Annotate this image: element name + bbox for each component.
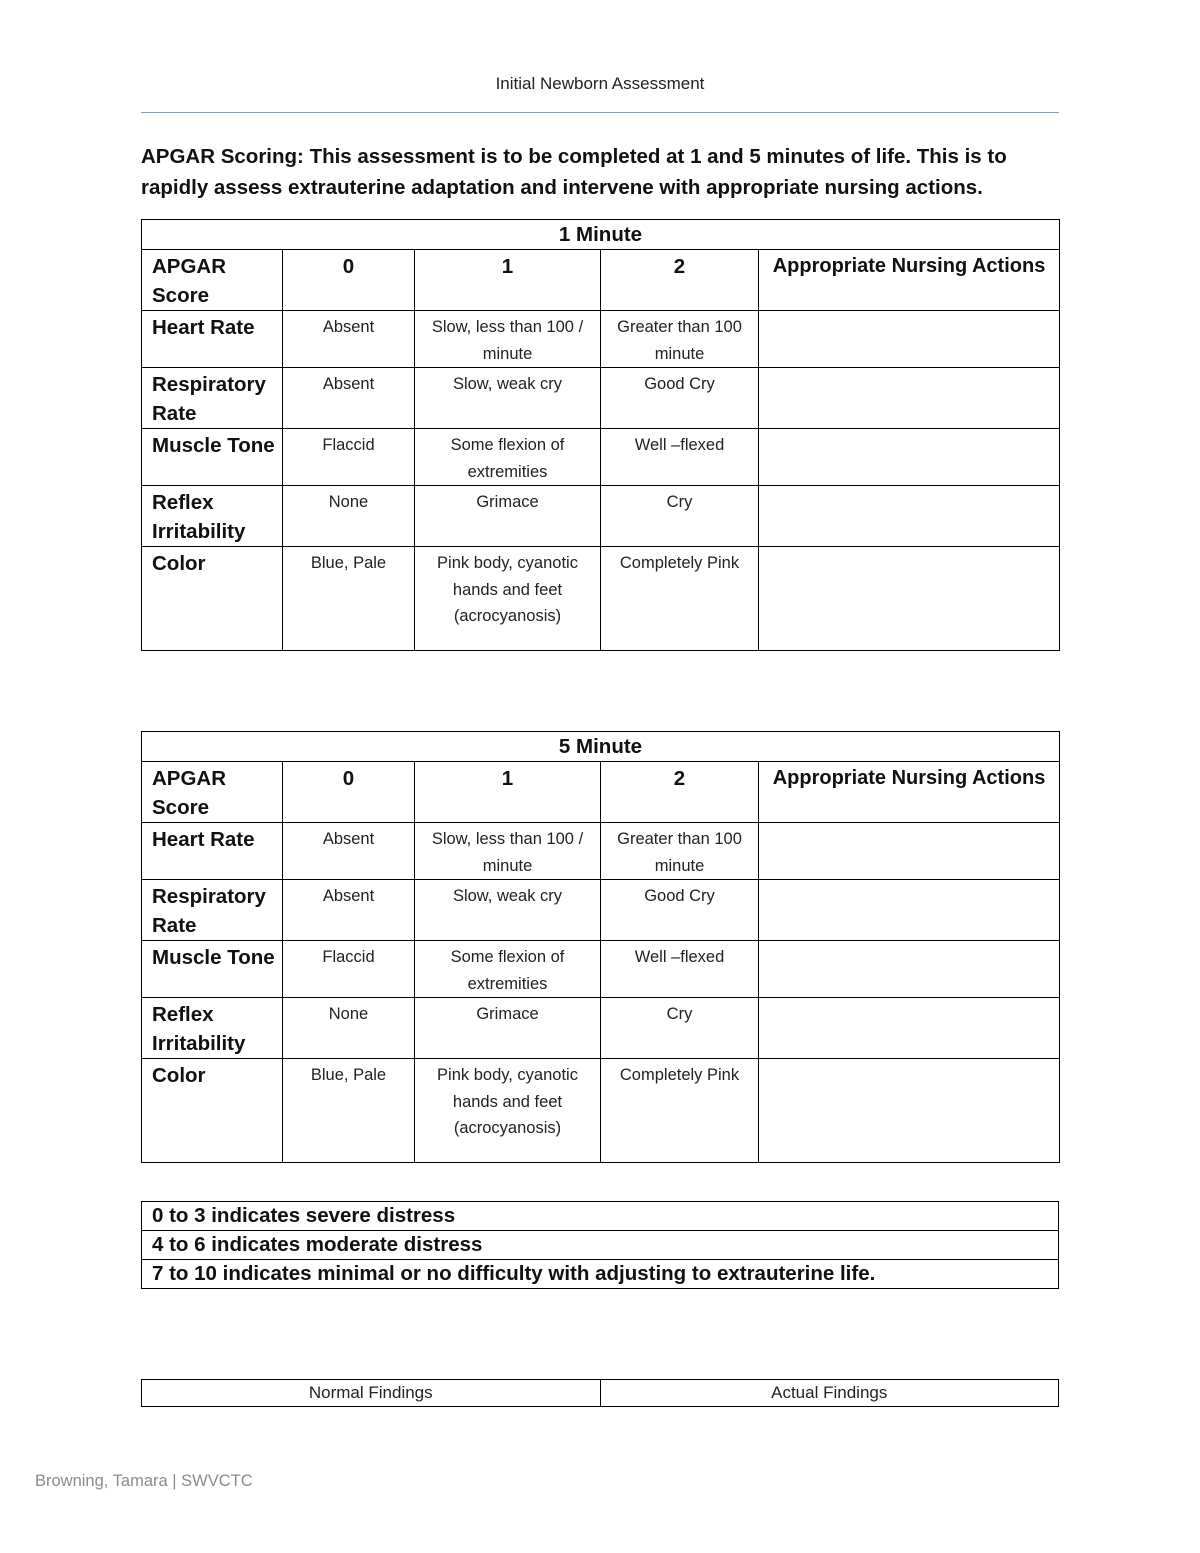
score-0-cell: None bbox=[283, 486, 415, 547]
nursing-action-cell[interactable] bbox=[759, 941, 1060, 998]
row-label: Muscle Tone bbox=[142, 941, 283, 998]
header-score-0: 0 bbox=[283, 762, 415, 823]
header-score-1: 1 bbox=[415, 250, 601, 311]
apgar-table-1-minute bbox=[141, 219, 1060, 651]
score-1-cell: Slow, weak cry bbox=[415, 368, 601, 429]
score-0-cell: Absent bbox=[283, 311, 415, 368]
table-title: 1 Minute bbox=[142, 220, 1060, 250]
score-2-cell: Cry bbox=[601, 998, 759, 1059]
row-label: Respiratory Rate bbox=[142, 880, 283, 941]
row-label: Respiratory Rate bbox=[142, 368, 283, 429]
table-row bbox=[142, 1059, 1060, 1163]
row-label: Muscle Tone bbox=[142, 429, 283, 486]
table-row bbox=[142, 311, 1060, 368]
score-interpretation-table bbox=[141, 1201, 1059, 1289]
normal-findings-header: Normal Findings bbox=[142, 1380, 601, 1407]
nursing-action-cell[interactable] bbox=[759, 486, 1060, 547]
score-1-cell: Pink body, cyanotic hands and feet (acrocyanosis) bbox=[415, 547, 601, 651]
score-0-cell: Absent bbox=[283, 368, 415, 429]
page-footer: Browning, Tamara | SWVCTC bbox=[35, 1472, 253, 1490]
page-header: Initial Newborn Assessment bbox=[495, 74, 705, 93]
score-2-cell: Good Cry bbox=[601, 368, 759, 429]
nursing-action-cell[interactable] bbox=[759, 880, 1060, 941]
row-label: Reflex Irritability bbox=[142, 486, 283, 547]
score-0-cell: Flaccid bbox=[283, 941, 415, 998]
nursing-action-cell[interactable] bbox=[759, 547, 1060, 651]
table-row bbox=[142, 429, 1060, 486]
row-label: Heart Rate bbox=[142, 311, 283, 368]
table-row bbox=[142, 547, 1060, 651]
score-0-cell: None bbox=[283, 998, 415, 1059]
table-row bbox=[142, 823, 1060, 880]
table-row bbox=[142, 486, 1060, 547]
score-1-cell: Pink body, cyanotic hands and feet (acrocyanosis) bbox=[415, 1059, 601, 1163]
header-score-0: 0 bbox=[283, 250, 415, 311]
score-1-cell: Some flexion of extremities bbox=[415, 941, 601, 998]
nursing-action-cell[interactable] bbox=[759, 368, 1060, 429]
header-score-2: 2 bbox=[601, 762, 759, 823]
nursing-action-cell[interactable] bbox=[759, 998, 1060, 1059]
row-label: Reflex Irritability bbox=[142, 998, 283, 1059]
header-score-1: 1 bbox=[415, 762, 601, 823]
header-score-2: 2 bbox=[601, 250, 759, 311]
nursing-action-cell[interactable] bbox=[759, 1059, 1060, 1163]
score-2-cell: Completely Pink bbox=[601, 1059, 759, 1163]
score-1-cell: Grimace bbox=[415, 998, 601, 1059]
scale-severe-distress: 0 to 3 indicates severe distress bbox=[142, 1202, 1059, 1231]
header-apgar-score: APGAR Score bbox=[142, 250, 283, 311]
table-header-row bbox=[142, 250, 1060, 311]
score-1-cell: Slow, less than 100 / minute bbox=[415, 311, 601, 368]
score-2-cell: Cry bbox=[601, 486, 759, 547]
score-1-cell: Grimace bbox=[415, 486, 601, 547]
score-2-cell: Completely Pink bbox=[601, 547, 759, 651]
header-apgar-score: APGAR Score bbox=[142, 762, 283, 823]
score-2-cell: Greater than 100 minute bbox=[601, 311, 759, 368]
findings-table bbox=[141, 1379, 1059, 1407]
table-row bbox=[142, 941, 1060, 998]
table-row bbox=[142, 998, 1060, 1059]
actual-findings-header: Actual Findings bbox=[600, 1380, 1059, 1407]
scale-minimal-difficulty: 7 to 10 indicates minimal or no difficulty with adjusting to extrauterine life. bbox=[142, 1260, 1059, 1289]
row-label: Heart Rate bbox=[142, 823, 283, 880]
row-label: Color bbox=[142, 547, 283, 651]
header-nursing-actions: Appropriate Nursing Actions bbox=[759, 250, 1060, 311]
apgar-intro: APGAR Scoring: This assessment is to be completed at 1 and 5 minutes of life. This is to rapidly assess extrauterine adaptation and intervene with appropriate nursing actions. bbox=[141, 145, 1007, 199]
nursing-action-cell[interactable] bbox=[759, 311, 1060, 368]
nursing-action-cell[interactable] bbox=[759, 429, 1060, 486]
table-row bbox=[142, 368, 1060, 429]
header-divider bbox=[141, 112, 1059, 113]
table-row bbox=[142, 880, 1060, 941]
score-2-cell: Good Cry bbox=[601, 880, 759, 941]
score-1-cell: Some flexion of extremities bbox=[415, 429, 601, 486]
nursing-action-cell[interactable] bbox=[759, 823, 1060, 880]
scale-moderate-distress: 4 to 6 indicates moderate distress bbox=[142, 1231, 1059, 1260]
score-0-cell: Blue, Pale bbox=[283, 547, 415, 651]
header-nursing-actions: Appropriate Nursing Actions bbox=[759, 762, 1060, 823]
score-0-cell: Absent bbox=[283, 880, 415, 941]
score-2-cell: Greater than 100 minute bbox=[601, 823, 759, 880]
score-0-cell: Absent bbox=[283, 823, 415, 880]
score-1-cell: Slow, less than 100 / minute bbox=[415, 823, 601, 880]
table-header-row bbox=[142, 762, 1060, 823]
table-title: 5 Minute bbox=[142, 732, 1060, 762]
score-0-cell: Flaccid bbox=[283, 429, 415, 486]
score-1-cell: Slow, weak cry bbox=[415, 880, 601, 941]
row-label: Color bbox=[142, 1059, 283, 1163]
score-0-cell: Blue, Pale bbox=[283, 1059, 415, 1163]
score-2-cell: Well –flexed bbox=[601, 429, 759, 486]
score-2-cell: Well –flexed bbox=[601, 941, 759, 998]
apgar-table-5-minute bbox=[141, 731, 1060, 1163]
